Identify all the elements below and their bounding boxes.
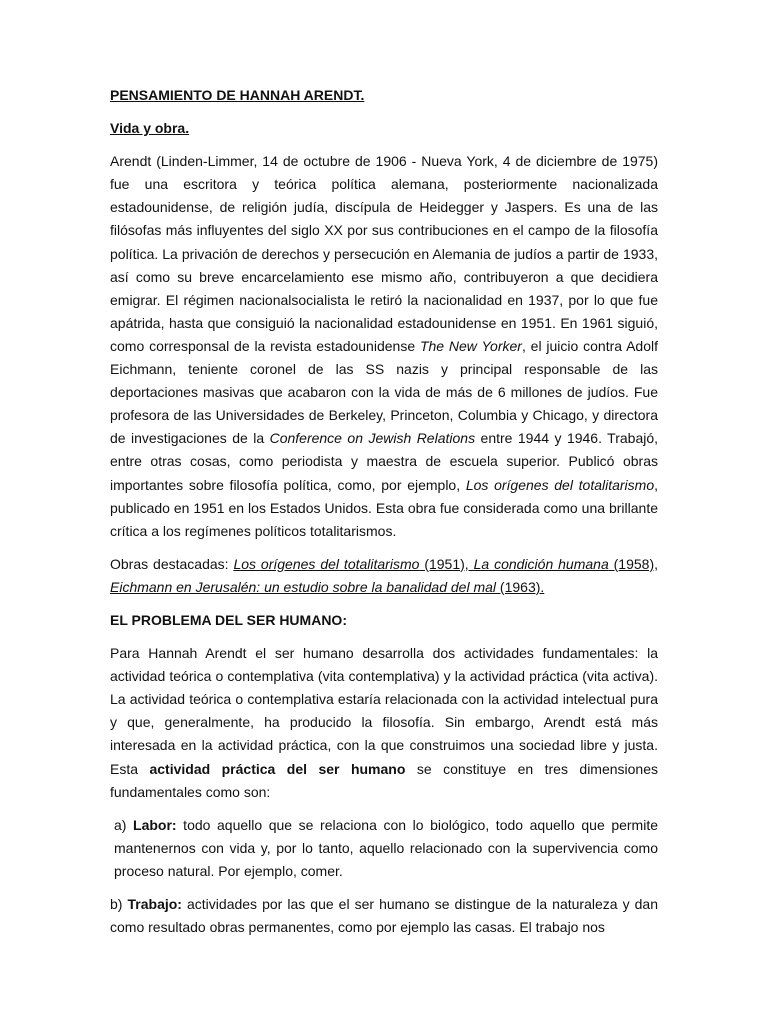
problem-paragraph (110, 642, 658, 804)
bio-text-1: Arendt (Linden-Limmer, 14 de octubre de 1906 - Nueva York, 4 de diciembre de 1975) fue una escritora y teórica política alemana, posteriormente nacionalizada estadounidense, de religión judía, discípula de Heidegger y Jaspers. Es una de las filósofas más influyentes del siglo XX por sus contribuciones en el campo de la filosofía política. La privación de derechos y persecución en Alemania de judíos a partir de 1933, así como su breve encarcelamiento ese mismo año, contribuyeron a que decidiera emigrar. El régimen nacionalsocialista le retiró la nacionalidad en 1937, por lo que fue apátrida, hasta que consiguió la nacionalidad estadounidense en 1951. En 1961 siguió, como corresponsal de la revista estadounidense (110, 153, 658, 354)
problem-bold-term: actividad práctica del ser humano (149, 760, 406, 777)
list-marker-b: b) (110, 896, 128, 912)
document-title: PENSAMIENTO DE HANNAH ARENDT. (110, 87, 365, 103)
section-heading-problema: EL PROBLEMA DEL SER HUMANO: (110, 611, 347, 628)
works-label: Obras destacadas: (110, 555, 234, 572)
list-item-trabajo (110, 893, 658, 939)
work-title-2: La condición humana (473, 555, 609, 572)
biography-paragraph (110, 150, 658, 543)
trabajo-text: actividades por las que el ser humano se distingue de la naturaleza y dan como resultado obras permanentes, como por ejemplo las casas. El trabajo nos (110, 896, 658, 936)
bio-text-4: , publicado en 1951 en los Estados Unidos. Esta obra fue considerada como una brillante crítica a los regímenes políticos totalitarismos. (110, 476, 658, 539)
bio-italic-new-yorker: The New Yorker (419, 337, 522, 354)
work-title-1: Los orígenes del totalitarismo (233, 555, 420, 572)
works-paragraph (110, 553, 658, 599)
list-item-labor (110, 814, 658, 883)
problem-text-2: se constituye en tres dimensiones fundamentales como son: (110, 760, 659, 800)
labor-text: todo aquello que se relaciona con lo biológico, todo aquello que permite mantenernos con vida y, por lo tanto, aquello relacionado con la supervivencia como proceso natural. Por ejemplo, comer. (114, 816, 658, 879)
work-year-1: (1951), (419, 555, 474, 572)
bio-italic-conference: Conference on Jewish Relations (269, 430, 476, 447)
problem-text-1: Para Hannah Arendt el ser humano desarrolla dos actividades fundamentales: la actividad teórica o contemplativa (vita contemplativa) y la actividad práctica (vita activa). La actividad teórica o contemplativa estaría relacionada con la actividad intelectual pura y que, generalmente, ha producido la filosofía. Sin embargo, Arendt está más interesada en la actividad práctica, con la que construimos una sociedad libre y justa. Esta (110, 645, 658, 777)
work-title-3: Eichmann en Jerusalén: un estudio sobre la banalidad del mal (110, 578, 497, 595)
work-year-2: (1958), (608, 555, 659, 572)
bio-italic-origenes: Los orígenes del totalitarismo (465, 476, 655, 493)
document-page (110, 84, 658, 949)
bio-text-2: , el juicio contra Adolf Eichmann, teniente coronel de las SS nazis y principal responsable de las deportaciones masivas que acabaron con la vida de más de 6 millones de judíos. Fue profesora de las Universidades de Berkeley, Princeton, Columbia y Chicago, y directora de investigaciones de la (110, 337, 658, 447)
work-year-3: (1963). (496, 578, 545, 595)
list-marker-a: a) (114, 816, 134, 833)
term-labor: Labor: (133, 816, 177, 833)
section-heading-vida-y-obra: Vida y obra. (110, 120, 190, 137)
term-trabajo: Trabajo: (127, 896, 182, 912)
bio-text-3: entre 1944 y 1946. Trabajó, entre otras cosas, como periodista y maestra de escuela superior. Publicó obras importantes sobre filosofía política, como, por ejemplo, (110, 430, 659, 493)
